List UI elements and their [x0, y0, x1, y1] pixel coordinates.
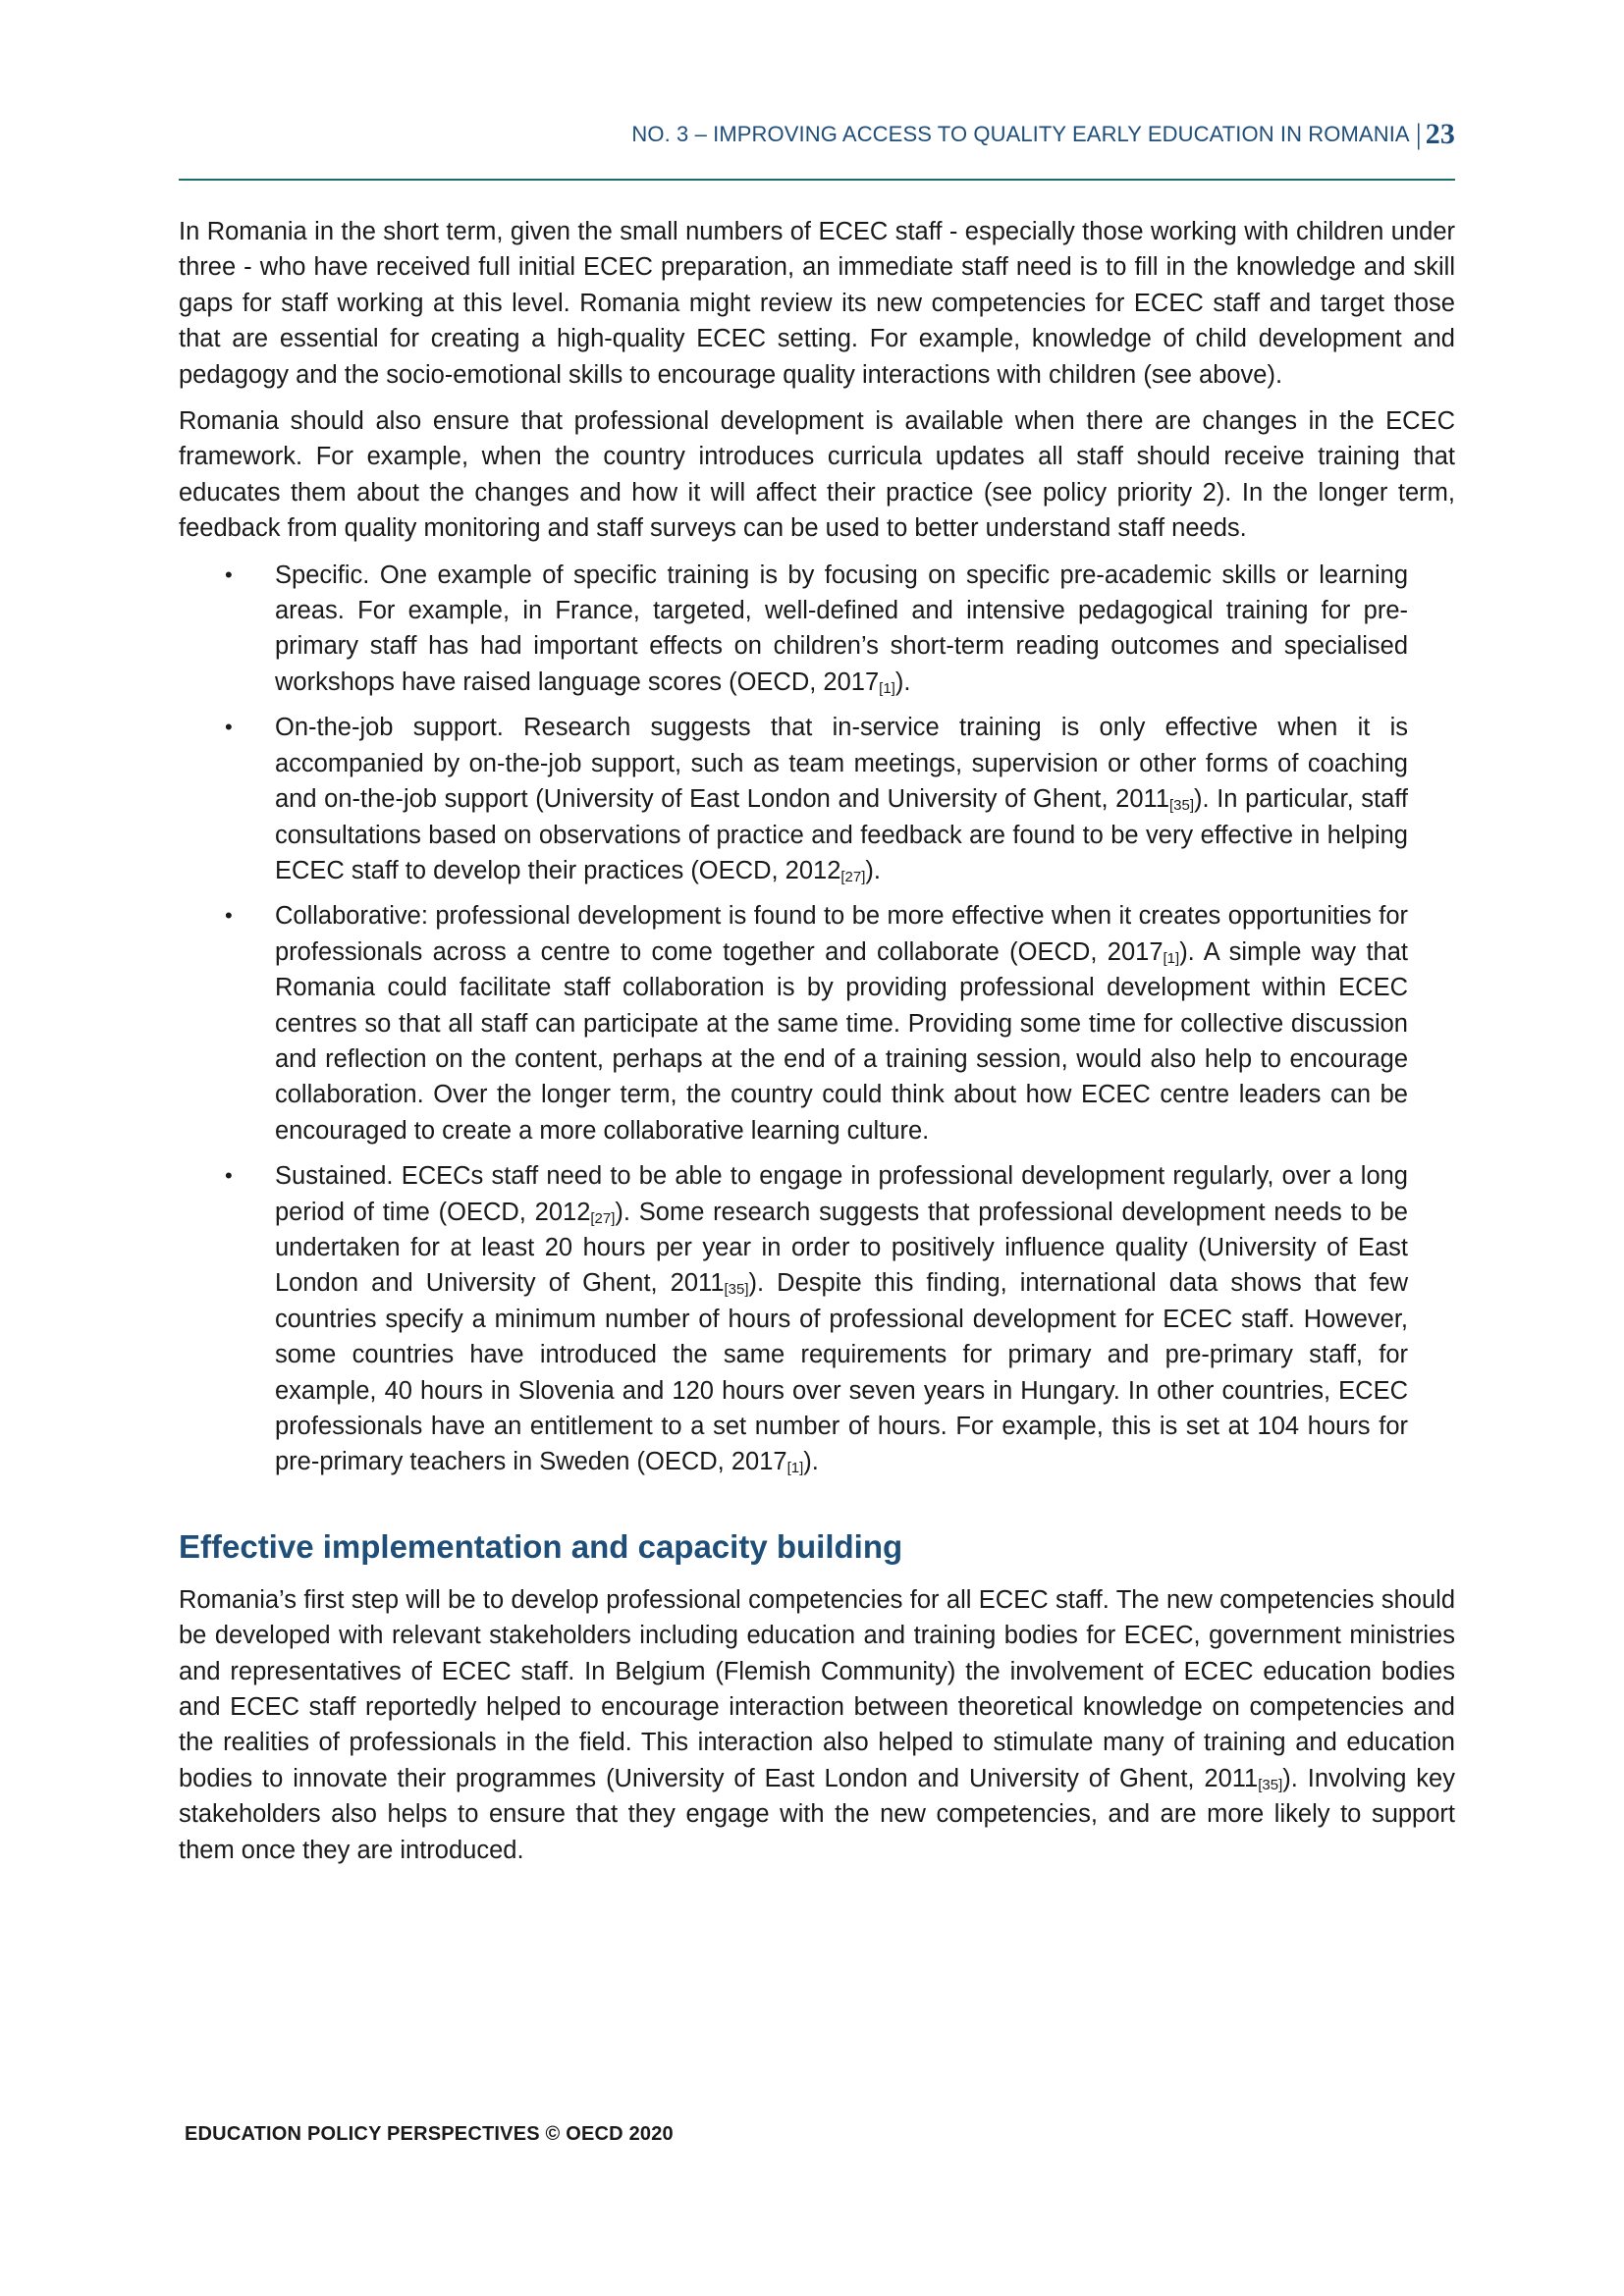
list-item-on-the-job-support	[179, 710, 1408, 888]
page-number: 23	[1425, 118, 1455, 150]
citation-ref: [35]	[1169, 797, 1195, 815]
header-separator: |	[1415, 118, 1422, 150]
list-item-text: ). In particular, staff consultations based on observations of practice and feedback are found to be very effective in helping ECEC staff to develop their practices (OECD, 2012	[275, 785, 1408, 884]
list-item-text: ).	[865, 856, 881, 884]
list-item-text: ). Despite this finding, international data shows that few countries specify a minimum number of hours of professional development for ECEC staff. However, some countries have introduced the same requirements for primary and pre-primary staff, for example, 40 hours in Slovenia and 120 hours over seven years in Hungary. In other countries, ECEC professionals have an entitlement to a set number of hours. For example, this is set at 104 hours for pre-primary teachers in Sweden (OECD, 2017	[275, 1269, 1408, 1476]
list-item-text: ). Some research suggests that professional development needs to be undertaken for at least 20 hours per year in order to positively influence quality (University of East London and University of Ghent, 2011	[275, 1198, 1408, 1298]
list-item-text: On-the-job support. Research suggests that in-service training is only effective when it is accompanied by on-the-job support, such as team meetings, supervision or other forms of coaching and on-the-job support (University of East London and University of Ghent, 2011	[275, 714, 1408, 814]
body-content	[179, 214, 1455, 1879]
bullet-icon: •	[225, 561, 233, 587]
paragraph-text: ). Involving key stakeholders also helps to ensure that they engage with the new competencies, and are more likely to support them once they are introduced.	[179, 1764, 1455, 1864]
citation-ref: [1]	[879, 679, 895, 697]
list-item-specific	[179, 558, 1408, 701]
citation-ref: [1]	[786, 1460, 804, 1477]
bullet-icon: •	[225, 715, 233, 740]
paragraph-professional-development: Romania should also ensure that professional development is available when there are changes in the ECEC framework. For example, when the country introduces curricula updates all staff should receive training that educates them about the changes and how it will affect their practice (see policy priority 2). In the longer term, feedback from quality monitoring and staff surveys can be used to better understand staff needs.	[179, 407, 1455, 543]
citation-ref: [35]	[1258, 1776, 1283, 1793]
list-item-text: ).	[894, 667, 911, 696]
list-item-text: Specific. One example of specific training is by focusing on specific pre-academic skills or learning areas. For example, in France, targeted, well-defined and intensive pedagogical training for pre-primary staff has had important effects on children’s short-term reading outcomes and specialised workshops have raised language scores (OECD, 2017	[275, 561, 1408, 696]
bullet-icon: •	[225, 1163, 233, 1189]
paragraph-first-step	[179, 1582, 1455, 1868]
list-item-text: Sustained. ECECs staff need to be able to engage in professional development regularly, over a long period of time (OECD, 2012	[275, 1162, 1408, 1226]
header-divider	[179, 179, 1455, 181]
bullet-icon: •	[225, 903, 233, 929]
list-item-text: ). A simple way that Romania could facilitate staff collaboration is by providing professional development within ECEC centres so that all staff can participate at the same time. Providing some time for collective discussion and reflection on the content, perhaps at the end of a training session, would also help to encourage collaboration. Over the longer term, the country could think about how ECEC centre leaders can be encouraged to create a more collaborative learning culture.	[275, 937, 1408, 1145]
running-header-title: NO. 3 – IMPROVING ACCESS TO QUALITY EARLY EDUCATION IN ROMANIA	[631, 122, 1410, 146]
citation-ref: [27]	[590, 1209, 616, 1227]
running-header	[179, 118, 1455, 151]
paragraph-text: Romania’s first step will be to develop professional competencies for all ECEC staff. The new competencies should be developed with relevant stakeholders including education and training bodies for ECEC, government ministries and representatives of ECEC staff. In Belgium (Flemish Community) the involvement of ECEC education bodies and ECEC staff reportedly helped to encourage interaction between theoretical knowledge on competencies and the realities of professionals in the field. This interaction also helped to stimulate many of training and education bodies to innovate their programmes (University of East London and University of Ghent, 2011	[179, 1585, 1455, 1792]
paragraph-short-term-staff-needs: In Romania in the short term, given the small numbers of ECEC staff - especially those working with children under three - who have received full initial ECEC preparation, an immediate staff need is to fill in the knowledge and skill gaps for staff working at this level. Romania might review its new competencies for ECEC staff and target those that are essential for creating a high-quality ECEC setting. For example, knowledge of child development and pedagogy and the socio-emotional skills to encourage quality interactions with children (see above).	[179, 218, 1455, 389]
list-item-text: ).	[803, 1448, 819, 1476]
citation-ref: [27]	[840, 868, 866, 885]
list-item-collaborative	[179, 898, 1408, 1148]
citation-ref: [35]	[724, 1281, 749, 1299]
section-heading: Effective implementation and capacity building	[179, 1527, 903, 1565]
list-item-sustained	[179, 1158, 1408, 1480]
bullet-list	[179, 558, 1455, 1480]
list-item-text: Collaborative: professional development is found to be more effective when it creates opportunities for professionals across a centre to come together and collaborate (OECD, 2017	[275, 902, 1408, 966]
citation-ref: [1]	[1163, 949, 1180, 967]
page-footer: EDUCATION POLICY PERSPECTIVES © OECD 2020	[185, 2123, 674, 2145]
